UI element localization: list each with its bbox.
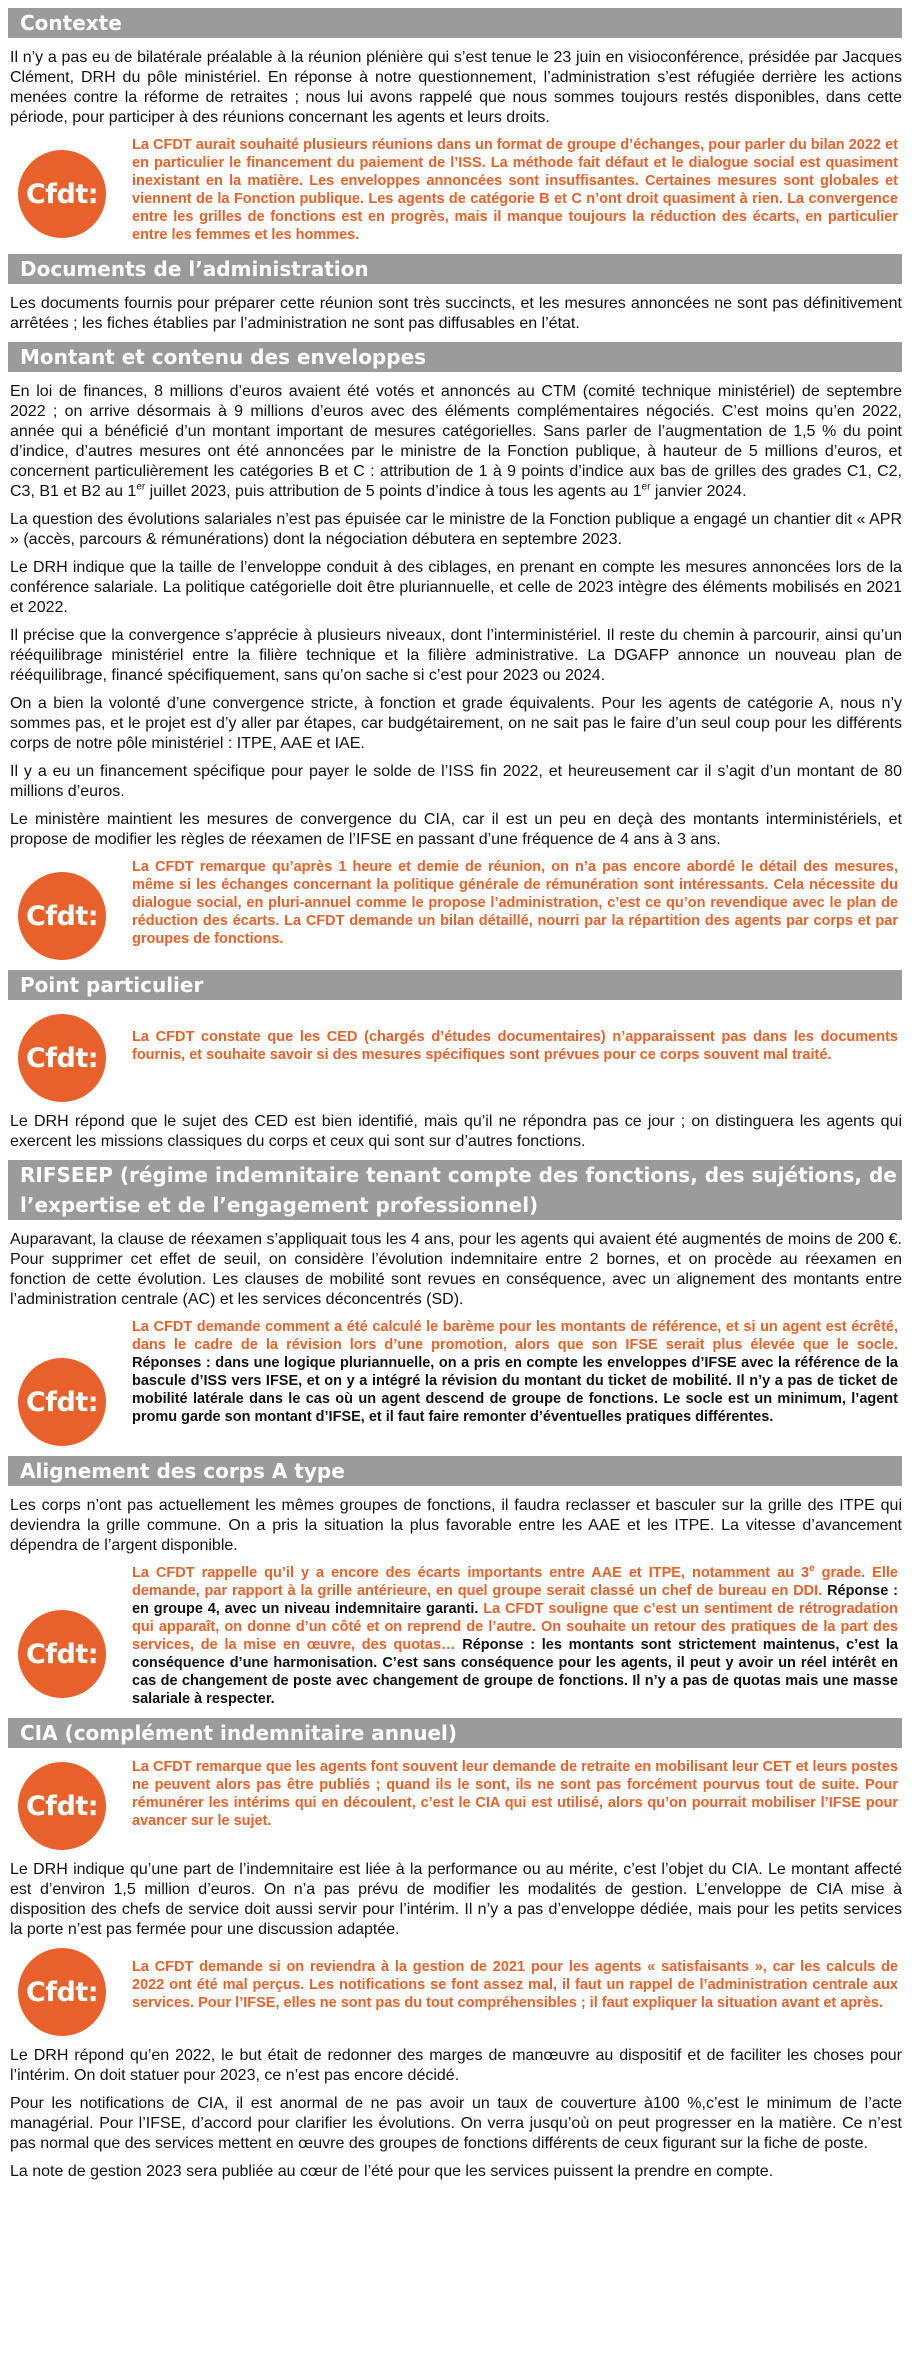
montant-paragraph-1: En loi de finances, 8 millions d’euros avaient été votés et annoncés au CTM (comité technique ministériel) de septembre 2022 ; on arrive désormais à 9 millions d’euros avec des éléments complémentaires négociés. C’est moins qu’en 2022, année qui a bénéficié d’un montant important de mesures catégorielles. Sans parler de l’augmentation de 1,5 % du point d’indice, d’autres mesures ont été annoncées par le ministre de la Fonction publique, à hauteur de 5 millions d’euros, et concernent particulièrement les catégories B et C : attribution de 1 à 9 points d’indice aux bas de grilles des grades C1, C2, C3, B1 et B2 au 1er juillet 2023, puis attribution de 5 points d’indice à tous les agents au 1er janvier 2024. — [10, 383, 902, 500]
cfdt-note-text: La CFDT demande comment a été calculé le barème pour les montants de référence, et si un agent est écrêté, dans le cadre de la révision lors d’une promotion, alors que son IFSE serait plus élevée que le socle. Réponses : dans une logique pluriannuelle, on a pris en compte les enveloppes d’IFSE avec la référence de la bascule d’ISS vers IFSE, et on y a intégré la révision du montant du ticket de mobilité. Il n’y a pas de ticket de mobilité latérale dans le cas où un agent descend de groupe de fonctions. Le socle est un minimum, l’agent promu garde son montant d’IFSE, et il faut faire remonter d’éventuelles pratiques différentes. — [132, 1319, 898, 1425]
cfdt-note-text: La CFDT remarque qu’après 1 heure et demie de réunion, on n’a pas encore abordé le détail des mesures, même si les échanges concernant la politique générale de rémunération sont intéressants. Cela nécessite du dialogue social, en pluri-annuel comme le propose l’administration, c’est ce qu’on revendique avec le plan de réduction des écarts. La CFDT demande un bilan détaillé, nourri par la répartition des agents par corps et par groupes de fonctions. — [132, 859, 898, 947]
cfdt-logo-icon: Cfdt: — [18, 1948, 106, 2036]
cfdt-note-alignement — [10, 1564, 902, 1708]
montant-paragraph-2: La question des évolutions salariales n’est pas épuisée car le ministre de la Fonction publique a engagé un chantier dit « APR » (accès, parcours & rémunérations) dont la négociation débutera en septembre 2023. — [10, 511, 902, 548]
cfdt-logo-icon: Cfdt: — [18, 1358, 106, 1446]
cia-paragraph-4: La note de gestion 2023 sera publiée au cœur de l’été pour que les services puissent la prendre en compte. — [10, 2163, 774, 2180]
cfdt-note-text: La CFDT rappelle qu’il y a encore des écarts importants entre AAE et ITPE, notamment au 3e grade. Elle demande, par rapport à la grille antérieure, en quel groupe serait classé un chef de bureau en DDI. Réponse : en groupe 4, avec un niveau indemnitaire garanti. La CFDT souligne que c’est un sentiment de rétrogradation qui apparaît, on donne d’un côté et on reprend de l’autre. On souhaite un retour des pratiques de la part des services, de la mise en œuvre, des quotas… Réponse : les montants sont strictement maintenus, c’est la conséquence d’une harmonisation. C’est sans conséquence pour les agents, il peut y avoir un réel intérêt en cas de changement de poste avec changement de groupe de fonctions. Il n’y a pas de quotas mais une masse salariale à respecter. — [132, 1563, 899, 1707]
cfdt-logo-icon: Cfdt: — [18, 1610, 106, 1698]
cfdt-note-cia-2 — [10, 1948, 902, 2036]
cfdt-note-contexte — [10, 136, 902, 244]
cfdt-logo-icon — [18, 150, 106, 238]
cfdt-note-point — [10, 1010, 902, 1102]
cia-paragraph-3: Pour les notifications de CIA, il est anormal de ne pas avoir un taux de couverture à100 %,c’est le minimum de l’acte managérial. Pour l’IFSE, d’accord pour clarifier les évolutions. On verra jusqu’où on peut progresser en la matière. Ce n’est pas normal que des services mettent en œuvre des groupes de fonctions différents de ceux figurant sur la fiche de poste. — [10, 2095, 902, 2152]
cfdt-logo-icon: Cfdt: — [18, 872, 106, 960]
montant-paragraph-3: Le DRH indique que la taille de l’enveloppe conduit à des ciblages, en prenant en compte les mesures annoncées lors de la conférence salariale. La politique catégorielle doit être pluriannuelle, et celle de 2023 intègre des éléments mobilisés en 2021 et 2022. — [10, 559, 902, 616]
section-header-montant: Montant et contenu des enveloppes — [8, 342, 902, 372]
cfdt-note-text: La CFDT aurait souhaité plusieurs réunions dans un format de groupe d’échanges, pour parler du bilan 2022 et en particulier le financement du paiement de l’ISS. La méthode fait défaut et le dialogue social est quasiment inexistant en la matière. Les enveloppes annoncées sont insuffisantes. Certaines mesures sont globales et viennent de la Fonction publique. Les agents de catégorie B et C n’ont droit quasiment à rien. La convergence entre les grilles de fonctions est en progrès, mais il manque toujours la réduction des écarts, en particulier entre les femmes et les hommes. — [132, 137, 898, 243]
cia-paragraph-2: Le DRH répond qu’en 2022, le but était de redonner des marges de manœuvre au dispositif et de faciliter les choses pour l’intérim. On doit statuer pour 2023, ce n’est pas encore décidé. — [10, 2047, 902, 2084]
rifseep-paragraph-1: Auparavant, la clause de réexamen s’appliquait tous les 4 ans, pour les agents qui avaient été augmentés de moins de 200 €. Pour supprimer cet effet de seuil, on considère l’évolution indemnitaire entre 2 bornes, et on procède au réexamen en fonction de cette évolution. Les clauses de mobilité sont revues en conséquence, avec un alignement des montants entre l’administration centrale (AC) et les services déconcentrés (SD). — [10, 1231, 902, 1308]
section-header-contexte: Contexte — [8, 8, 902, 38]
documents-paragraph-1: Les documents fournis pour préparer cette réunion sont très succincts, et les mesures annoncées ne sont pas définitivement arrêtées ; les fiches établies par l’administration ne sont pas diffusables en l’état. — [10, 295, 902, 332]
section-header-cia: CIA (complément indemnitaire annuel) — [8, 1718, 902, 1748]
cfdt-note-text: La CFDT constate que les CED (chargés d’études documentaires) n’apparaissent pas dans les documents fournis, et souhaite savoir si des mesures spécifiques sont prévues pour ce corps souvent mal traité. — [132, 1029, 898, 1063]
point-paragraph-1: Le DRH répond que le sujet des CED est bien identifié, mais qu’il ne répondra pas ce jour ; on distinguera les agents qui exercent les missions classiques du corps et ceux qui sont sur d’autres fonctions. — [10, 1113, 902, 1150]
section-header-alignement: Alignement des corps A type — [8, 1456, 902, 1486]
cfdt-note-cia-1 — [10, 1758, 902, 1850]
cfdt-logo-icon: Cfdt: — [18, 1762, 106, 1850]
section-header-documents: Documents de l’administration — [8, 254, 902, 284]
montant-paragraph-7: Le ministère maintient les mesures de convergence du CIA, car il est un peu en deçà des montants interministériels, et propose de modifier les règles de réexamen de l’IFSE en passant d’une fréquence de 4 ans à 3 ans. — [10, 811, 902, 848]
contexte-paragraph-1: Il n’y a pas eu de bilatérale préalable à la réunion plénière qui s’est tenue le 23 juin en visioconférence, présidée par Jacques Clément, DRH du pôle ministériel. En réponse à notre questionnement, l’administration s’est réfugiée derrière les actions menées contre la réforme de retraites ; nous lui avons rappelé que nous sommes toujours restés disponibles, dans cette période, pour participer à des réunions concernant les agents et leurs droits. — [10, 49, 902, 126]
montant-paragraph-4: Il précise que la convergence s’apprécie à plusieurs niveaux, dont l’interministériel. Il reste du chemin à parcourir, ainsi qu’un rééquilibrage ministériel entre la filière technique et la filière administrative. La DGAFP annonce un nouveau plan de rééquilibrage, financé spécifiquement, sans qu’on sache si c’est pour 2023 ou 2024. — [10, 627, 902, 684]
cfdt-logo-text: Cfdt: — [25, 178, 99, 210]
section-header-point: Point particulier — [8, 970, 902, 1000]
cfdt-note-text: La CFDT demande si on reviendra à la gestion de 2021 pour les agents « satisfaisants », car les calculs de 2022 ont été mal perçus. Les notifications se font assez mal, il faut un rappel de l’administration centrale aux services. Pour l’IFSE, elles ne sont pas du tout compréhensibles ; il faut expliquer la situation avant et après. — [132, 1959, 898, 2011]
section-header-rifseep: RIFSEEP (régime indemnitaire tenant compte des fonctions, des sujétions, de l’expertise et de l’engagement professionnel) — [8, 1160, 902, 1220]
montant-paragraph-5: On a bien la volonté d’une convergence stricte, à fonction et grade équivalents. Pour les agents de catégorie A, nous n’y sommes pas, et le projet est d’y aller par étapes, car budgétairement, on ne sait pas le faire d’un seul coup pour les différents corps de notre pôle ministériel : ITPE, AAE et IAE. — [10, 695, 902, 752]
cfdt-note-montant — [10, 858, 902, 960]
cfdt-note-text: La CFDT remarque que les agents font souvent leur demande de retraite en mobilisant leur CET et leurs postes ne peuvent alors pas être publiés ; quand ils le sont, ils ne sont pas forcément pourvus tout de suite. Pour rémunérer les intérims qui en découlent, c’est le CIA qui est utilisé, alors qu’on pourrait mobiliser l’IFSE pour avancer sur le sujet. — [132, 1759, 898, 1829]
cfdt-note-rifseep — [10, 1318, 902, 1446]
cfdt-logo-icon: Cfdt: — [18, 1014, 106, 1102]
cia-paragraph-1: Le DRH indique qu’une part de l’indemnitaire est liée à la performance ou au mérite, c’est l’objet du CIA. Le montant affecté est d’environ 1,5 million d’euros. On n’a pas prévu de modifier les modalités de gestion. L’enveloppe de CIA mise à disposition des chefs de service doit aussi servir pour l’intérim. Il n’y a pas d’enveloppe dédiée, mais pour les petits services la porte n’est pas fermée pour une discussion adaptée. — [10, 1861, 902, 1938]
alignement-paragraph-1: Les corps n’ont pas actuellement les mêmes groupes de fonctions, il faudra reclasser et basculer sur la grille des ITPE qui deviendra la grille commune. On a pris la situation la plus favorable entre les AAE et les ITPE. La vitesse d’avancement dépendra de l’argent disponible. — [10, 1497, 902, 1554]
montant-paragraph-6: Il y a eu un financement spécifique pour payer le solde de l’ISS fin 2022, et heureusement car il s’agit d’un montant de 80 millions d’euros. — [10, 763, 902, 800]
